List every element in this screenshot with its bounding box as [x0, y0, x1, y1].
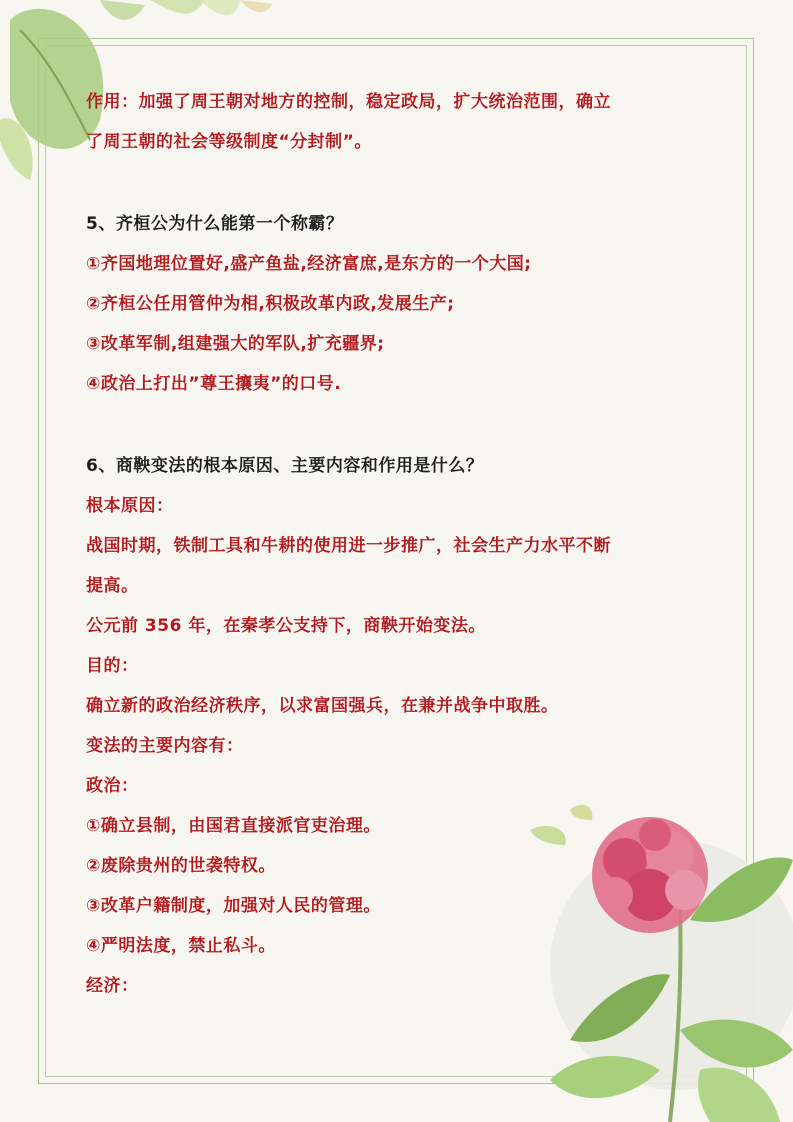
politics-item-2: ②废除贵州的世袭特权。	[86, 856, 276, 876]
q5-answer-4: ④政治上打出”尊王攘夷”的口号.	[86, 374, 342, 394]
politics-item-1: ①确立县制，由国君直接派官吏治理。	[86, 816, 381, 836]
purpose-text: 确立新的政治经济秩序，以求富国强兵，在兼并战争中取胜。	[86, 696, 559, 716]
root-cause-line-2: 提高。	[86, 576, 139, 596]
content-label: 变法的主要内容有：	[86, 736, 244, 756]
purpose-label: 目的：	[86, 656, 139, 676]
q5-answer-3: ③改革军制,组建强大的军队,扩充疆界;	[86, 334, 385, 354]
reform-background: 公元前 356 年，在秦孝公支持下，商鞅开始变法。	[86, 616, 486, 636]
root-cause-label: 根本原因：	[86, 496, 174, 516]
q5-answer-2: ②齐桓公任用管仲为相,积极改革内政,发展生产;	[86, 294, 455, 314]
q5-answer-1: ①齐国地理位置好,盛产鱼盐,经济富庶,是东方的一个大国;	[86, 254, 532, 274]
politics-item-4: ④严明法度，禁止私斗。	[86, 936, 276, 956]
question-5-heading: 5、齐桓公为什么能第一个称霸？	[86, 214, 344, 234]
document-body	[86, 82, 716, 1006]
economy-label: 经济：	[86, 976, 139, 996]
intro-line-2: 了周王朝的社会等级制度“分封制”。	[86, 132, 372, 152]
question-6-heading: 6、商鞅变法的根本原因、主要内容和作用是什么？	[86, 456, 484, 476]
politics-label: 政治：	[86, 776, 139, 796]
root-cause-line-1: 战国时期，铁制工具和牛耕的使用进一步推广，社会生产力水平不断	[86, 536, 611, 556]
intro-line-1: 作用：加强了周王朝对地方的控制，稳定政局，扩大统治范围，确立	[86, 92, 611, 112]
politics-item-3: ③改革户籍制度，加强对人民的管理。	[86, 896, 381, 916]
